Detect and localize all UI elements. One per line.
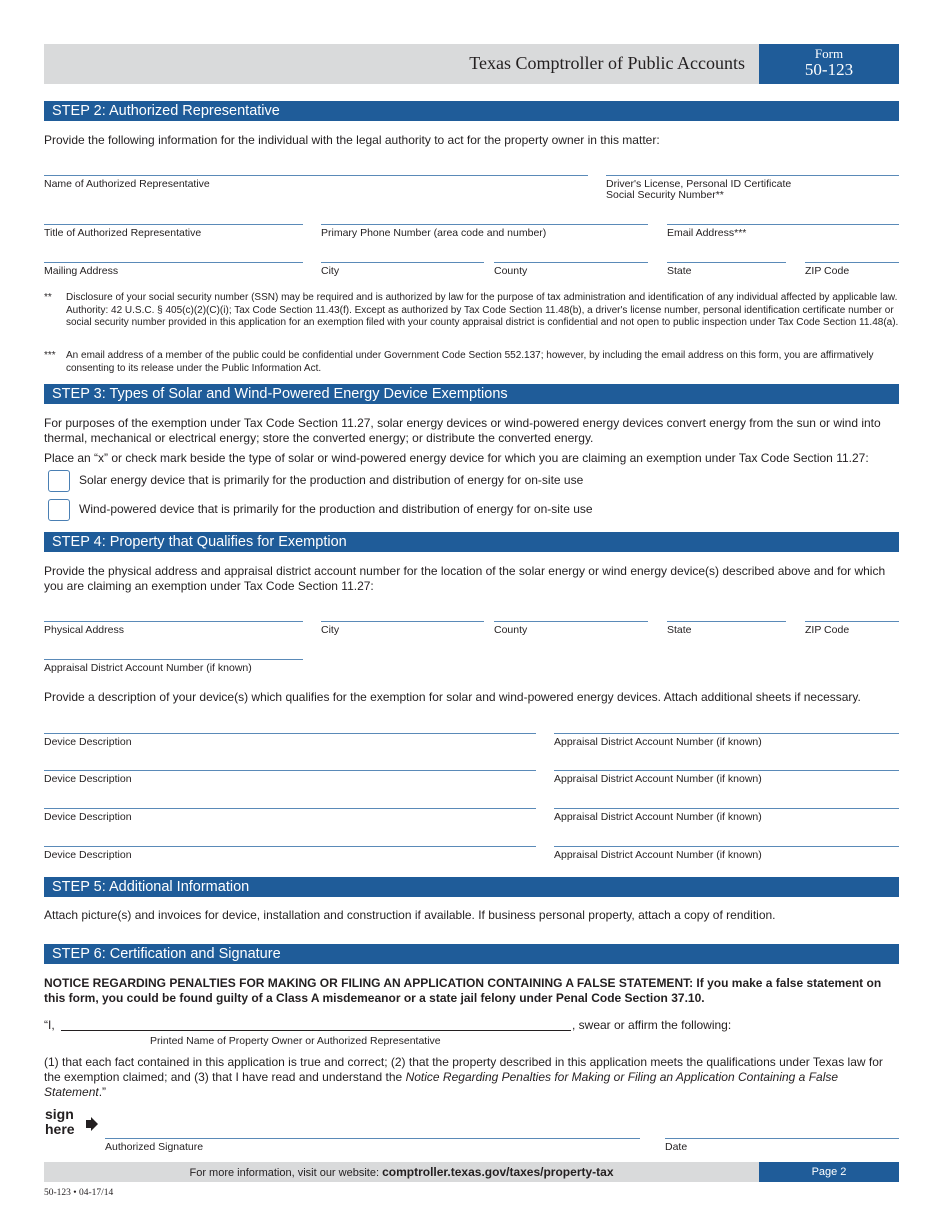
device-account-field[interactable] (554, 808, 899, 809)
device-account-field[interactable] (554, 770, 899, 771)
device-description-field[interactable] (44, 733, 536, 734)
form-number: 50-123 (804, 60, 854, 79)
step3-para1: For purposes of the exemption under Tax Code Section 11.27, solar energy devices or wind-powered energy devices convert energy from the sun or wind into thermal, mechanical or electrical energy; store the converted energy; or distribute the converted energy. (44, 416, 881, 445)
device-account-label: Appraisal District Account Number (if known) (554, 849, 762, 861)
rep-zip-field[interactable] (805, 262, 899, 263)
authorized-signature-field[interactable] (105, 1138, 640, 1139)
device-description-field[interactable] (44, 770, 536, 771)
property-address-label: Physical Address (44, 624, 124, 636)
footer-info-bar (44, 1162, 759, 1182)
step4-intro: Provide the physical address and appraisal district account number for the location of the solar energy or wind energy device(s) described above and for which you are claiming an exemption under Tax Code Section 11.27: (44, 564, 886, 593)
footnote-1-mark: ** (44, 292, 52, 303)
rep-id-field[interactable] (606, 175, 899, 176)
device-description-label: Device Description (44, 736, 132, 748)
step3-header: STEP 3: Types of Solar and Wind-Powered Energy Device Exemptions (44, 384, 899, 404)
property-zip-field[interactable] (805, 621, 899, 622)
rep-title-field[interactable] (44, 224, 303, 225)
rep-email-field[interactable] (667, 224, 899, 225)
rep-phone-label: Primary Phone Number (area code and number) (321, 227, 547, 239)
oath-suffix: , swear or affirm the following: (572, 1018, 732, 1032)
rep-name-label: Name of Authorized Representative (44, 178, 210, 190)
device-description-field[interactable] (44, 846, 536, 847)
signature-date-field[interactable] (665, 1138, 899, 1139)
rep-email-label: Email Address*** (667, 227, 747, 239)
property-address-field[interactable] (44, 621, 303, 622)
device-description-label: Device Description (44, 849, 132, 861)
property-zip-label: ZIP Code (805, 624, 850, 636)
rep-id-label-1: Driver's License, Personal ID Certificate (606, 178, 792, 190)
rep-county-label: County (494, 265, 528, 277)
penalty-notice: NOTICE REGARDING PENALTIES FOR MAKING OR FILING AN APPLICATION CONTAINING A FALSE STATEMENT: If you make a false statement on this form, you could be found guilty of a Class A misdemeanor or a state jail felony under Penal Code Section 37.10. (44, 976, 882, 1005)
wind-device-checkbox[interactable] (48, 499, 70, 521)
date-label: Date (665, 1141, 688, 1153)
page-number: Page 2 (759, 1162, 899, 1182)
solar-device-checkbox[interactable] (48, 470, 70, 492)
certification-notice-title: Notice Regarding Penalties for Making or Filing an Application Containing a False Statement (44, 1070, 839, 1099)
device-account-label: Appraisal District Account Number (if known) (554, 811, 762, 823)
device-description-intro: Provide a description of your device(s) which qualifies for the exemption for solar and wind-powered energy devices. Attach additional sheets if necessary. (44, 690, 861, 704)
form-label: Form (814, 46, 844, 61)
property-account-field[interactable] (44, 659, 303, 660)
property-state-field[interactable] (667, 621, 786, 622)
sign-here-marker: sign here (45, 1106, 75, 1137)
property-state-label: State (667, 624, 692, 636)
step2-header: STEP 2: Authorized Representative (44, 101, 899, 121)
rep-state-field[interactable] (667, 262, 786, 263)
form-revision: 50-123 • 04-17/14 (44, 1188, 114, 1198)
website-link[interactable]: comptroller.texas.gov/taxes/property-tax (382, 1165, 614, 1179)
rep-mailing-field[interactable] (44, 262, 303, 263)
step6-header: STEP 6: Certification and Signature (44, 944, 899, 964)
property-county-field[interactable] (494, 621, 648, 622)
property-account-label: Appraisal District Account Number (if known) (44, 662, 252, 674)
rep-mailing-label: Mailing Address (44, 265, 119, 277)
wind-device-option: Wind-powered device that is primarily for the production and distribution of energy for on-site use (79, 502, 593, 516)
solar-device-option: Solar energy device that is primarily for the production and distribution of energy for on-site use (79, 473, 584, 487)
signature-label: Authorized Signature (105, 1141, 204, 1153)
step5-text: Attach picture(s) and invoices for device, installation and construction if available. If business personal property, attach a copy of rendition. (44, 908, 776, 922)
rep-state-label: State (667, 265, 692, 277)
footnote-1: Disclosure of your social security number (SSN) may be required and is authorized by law for the purpose of tax administration and identification of any individual affected by applicable law. Authority: 42 U.S.C. § 405(c)(2)(C)(i); Tax Code Section 11.43(f). Except as authorized by Tax Code Section 11.48(b), a driver's license number, personal identification certificate number or social security number provided in this application for an exemption filed with your county appraisal district is confidential and not open to public inspection under Tax Code Section 11.48(a). (66, 292, 899, 328)
arrow-right-icon (86, 1117, 98, 1131)
rep-city-label: City (321, 265, 340, 277)
property-city-field[interactable] (321, 621, 484, 622)
property-city-label: City (321, 624, 340, 636)
rep-title-label: Title of Authorized Representative (44, 227, 202, 239)
rep-city-field[interactable] (321, 262, 484, 263)
oath-prefix: “I, (44, 1018, 55, 1032)
step3-para2: Place an “x” or check mark beside the type of solar or wind-powered energy device for which you are claiming an exemption under Tax Code Section 11.27: (44, 451, 869, 465)
step5-header: STEP 5: Additional Information (44, 877, 899, 897)
device-account-label: Appraisal District Account Number (if known) (554, 736, 762, 748)
device-account-label: Appraisal District Account Number (if known) (554, 773, 762, 785)
rep-zip-label: ZIP Code (805, 265, 850, 277)
rep-phone-field[interactable] (321, 224, 648, 225)
form-number-box (759, 44, 899, 84)
device-description-label: Device Description (44, 811, 132, 823)
footnote-2-mark: *** (44, 350, 56, 361)
rep-name-field[interactable] (44, 175, 588, 176)
device-account-field[interactable] (554, 846, 899, 847)
certification-text: (1) that each fact contained in this application is true and correct; (2) that the property described in this application meets the qualifications under Texas law for the exemption claimed; and (3) that I have read and understand the Notice Regarding Penalties for Making or Filing an Application Containing a False Statement.” (44, 1055, 883, 1099)
footer-more-info: For more information, visit our website: (189, 1167, 380, 1179)
agency-name: Texas Comptroller of Public Accounts (469, 53, 745, 73)
printed-name-field[interactable] (61, 1030, 571, 1031)
device-description-label: Device Description (44, 773, 132, 785)
property-county-label: County (494, 624, 528, 636)
step4-header: STEP 4: Property that Qualifies for Exemption (44, 532, 899, 552)
printed-name-label: Printed Name of Property Owner or Authorized Representative (150, 1035, 441, 1047)
step2-intro: Provide the following information for the individual with the legal authority to act for the property owner in this matter: (44, 133, 660, 147)
device-account-field[interactable] (554, 733, 899, 734)
rep-id-label-2: Social Security Number** (606, 189, 724, 201)
device-description-field[interactable] (44, 808, 536, 809)
footnote-2: An email address of a member of the public could be confidential under Government Code Section 552.137; however, by including the email address on this form, you are affirmatively consenting to its release under the Public Information Act. (66, 350, 874, 374)
rep-county-field[interactable] (494, 262, 648, 263)
